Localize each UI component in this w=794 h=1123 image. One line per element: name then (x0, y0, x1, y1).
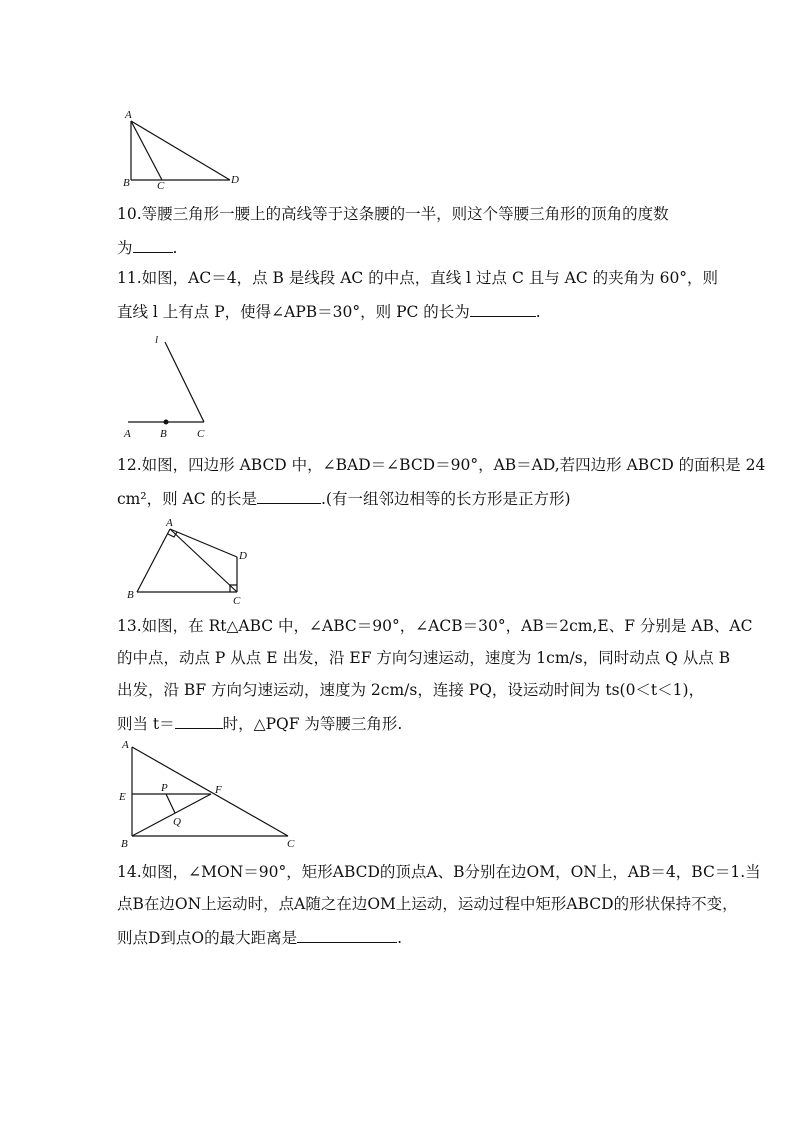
q13-line3: 出发，沿 BF 方向匀速运动，速度为 2cm/s，连接 PQ，设运动时间为 ts(0＜t＜1)， (117, 681, 705, 699)
label-a: A (122, 739, 129, 751)
q13-line4-suffix: 时，△PQF 为等腰三角形. (222, 715, 403, 733)
label-b: B (121, 838, 128, 850)
q13-line1: 13.如图，在 Rt△ABC 中，∠ABC＝90°，∠ACB＝30°，AB＝2cm,E、F 分别是 AB、AC (117, 617, 753, 635)
q10-line2-suffix: . (172, 239, 178, 257)
label-c: C (157, 180, 165, 192)
label-c: C (233, 595, 241, 607)
label-q: Q (173, 816, 181, 828)
q10-line2-prefix: 为 (117, 239, 133, 257)
q11-line2-prefix: 直线 l 上有点 P，使得∠APB＝30°，则 PC 的长为 (117, 303, 470, 321)
label-a: A (124, 428, 131, 440)
q13-line2: 的中点，动点 P 从点 E 出发，沿 EF 方向匀速运动，速度为 1cm/s，同时动点 Q 从点 B (117, 649, 731, 667)
label-b: B (123, 177, 130, 189)
q12-line1: 12.如图，四边形 ABCD 中，∠BAD＝∠BCD＝90°，AB＝AD,若四边形 ABCD 的面积是 24 (117, 456, 766, 474)
label-l: l (155, 334, 159, 346)
q14-line3-prefix: 则点D到点O的最大距离是 (117, 929, 298, 947)
q10-line1: 10.等腰三角形一腰上的高线等于这条腰的一半，则这个等腰三角形的顶角的度数 (117, 205, 669, 223)
q11-line2-suffix: . (535, 303, 541, 321)
segment-bf (132, 794, 211, 836)
label-c: C (287, 838, 295, 850)
segment-pq (166, 794, 175, 813)
label-c: C (197, 428, 205, 440)
label-d: D (239, 550, 247, 562)
label-b: B (127, 589, 134, 601)
q11-line1: 11.如图，AC＝4，点 B 是线段 AC 的中点，直线 l 过点 C 且与 AC 的夹角为 60°，则 (117, 269, 719, 287)
q14-line2: 点B在边ON上运动时，点A随之在边OM上运动，运动过程中矩形ABCD的形状保持不变， (117, 895, 738, 913)
segment-ac (132, 747, 288, 836)
q14-line3 (117, 926, 402, 948)
q12-line2-suffix: .(有一组邻边相等的长方形是正方形) (321, 490, 571, 508)
q12-line2-prefix: cm²，则 AC 的长是 (117, 490, 257, 508)
label-f: F (215, 784, 222, 796)
label-b: B (160, 428, 167, 440)
q14-answer-blank (297, 926, 397, 943)
label-d: D (231, 174, 239, 186)
q14-line1: 14.如图，∠MON＝90°，矩形ABCD的顶点A、B分别在边OM，ON上，AB＝4，BC＝1.当 (117, 863, 761, 881)
label-a: A (166, 517, 173, 529)
q14-line3-suffix: . (397, 929, 403, 947)
q13-line4-prefix: 则当 t＝ (117, 715, 175, 733)
label-e: E (119, 791, 126, 803)
label-p: P (161, 782, 168, 794)
label-a: A (125, 109, 132, 121)
